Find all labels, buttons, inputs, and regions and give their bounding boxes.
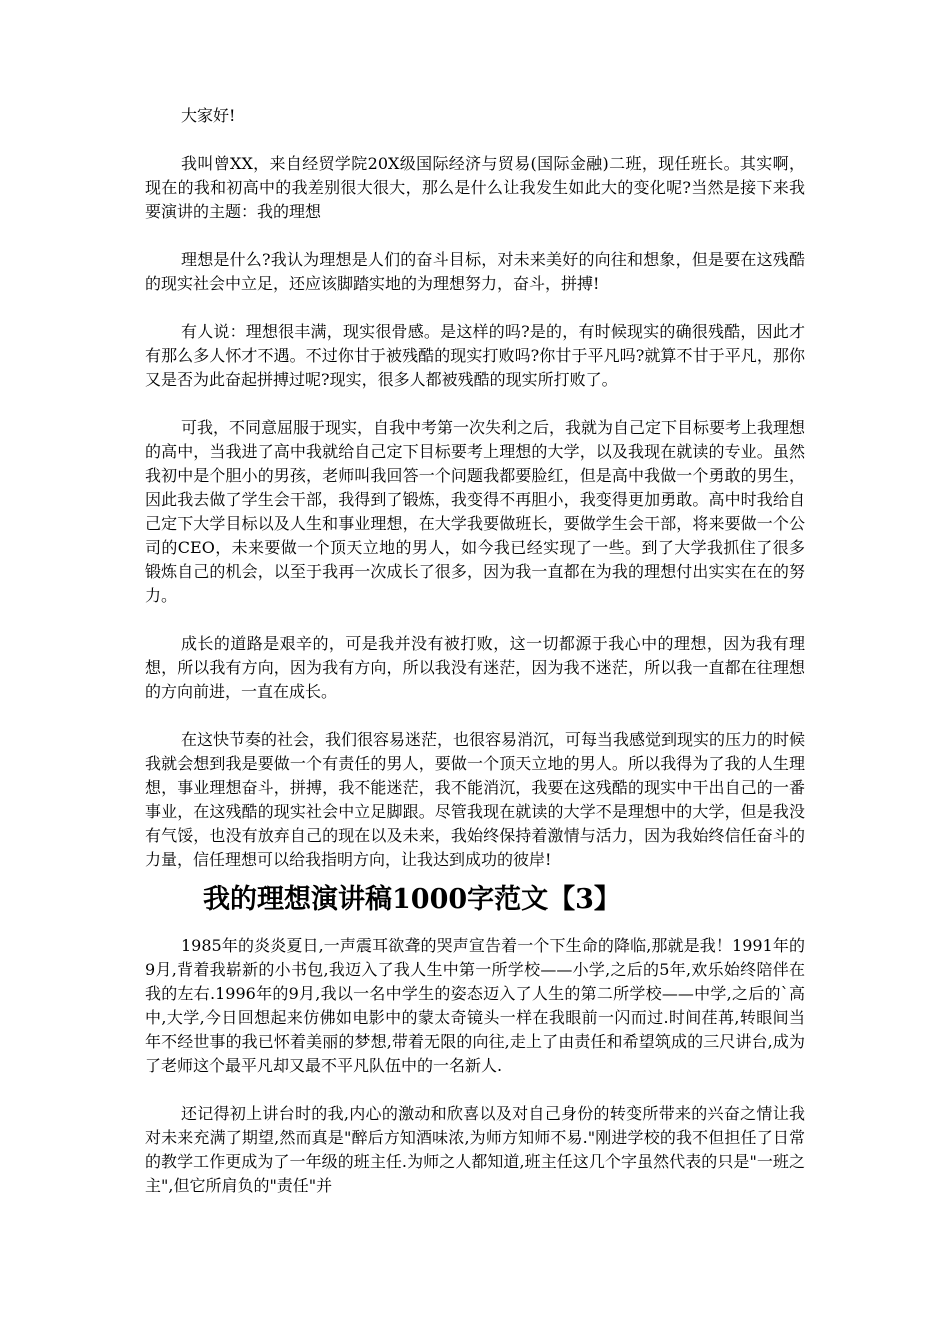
paragraph-what-is-ideal: 理想是什么?我认为理想是人们的奋斗目标，对未来美好的向往和想象，但是要在这残酷的现实社会中立足，还应该脚踏实地的为理想努力，奋斗，拼搏!	[145, 250, 805, 293]
paragraph-gap	[145, 392, 805, 416]
paragraph-gap	[145, 1078, 805, 1102]
paragraph-gap	[145, 128, 805, 152]
paragraph-gap	[145, 224, 805, 248]
paragraph-first-teaching: 还记得初上讲台时的我,内心的激动和欣喜以及对自己身份的转变所带来的兴奋之情让我对未来充满了期望,然而真是"醉后方知酒味浓,为师方知师不易."刚进学校的我不但担任了日常的教学工作更成为了一年级的班主任.为师之人都知道,班主任这几个字虽然代表的只是"一班之主",但它所肩负的"责任"并	[145, 1104, 805, 1195]
paragraph-introduction: 我叫曾XX，来自经贸学院20X级国际经济与贸易(国际金融)二班，现任班长。其实啊，现在的我和初高中的我差别很大很大，那么是什么让我发生如此大的变化呢?当然是接下来我要演讲的主题：我的理想	[145, 154, 805, 221]
paragraph-greeting: 大家好!	[181, 106, 236, 125]
paragraph-gap	[145, 296, 805, 320]
paragraph-gap	[145, 704, 805, 728]
paragraph-personal-story: 可我，不同意屈服于现实，自我中考第一次失利之后，我就为自己定下目标要考上我理想的高中，当我进了高中我就给自己定下目标要考上理想的大学，以及我现在就读的专业。虽然我初中是个胆小的男孩，老师叫我回答一个问题我都要脸红，但是高中我做一个勇敢的男生，因此我去做了学生会干部，我得到了锻炼，我变得不再胆小，我变得更加勇敢。高中时我给自己定下大学目标以及人生和事业理想，在大学我要做班长，要做学生会干部，将来要做一个公司的CEO，未来要做一个顶天立地的男人，如今我已经实现了一些。到了大学我抓住了很多锻炼自己的机会，以至于我再一次成长了很多，因为我一直都在为我的理想付出实实在在的努力。	[145, 418, 806, 605]
section-heading: 我的理想演讲稿1000字范文【3】	[203, 884, 621, 915]
paragraph-reality: 有人说：理想很丰满，现实很骨感。是这样的吗?是的，有时候现实的确很残酷，因此才有那么多人怀才不遇。不过你甘于被残酷的现实打败吗?你甘于平凡吗?就算不甘于平凡，那你又是否为此奋起拼搏过呢?现实，很多人都被残酷的现实所打败了。	[145, 322, 805, 389]
paragraph-growth: 成长的道路是艰辛的，可是我并没有被打败，这一切都源于我心中的理想，因为我有理想，所以我有方向，因为我有方向，所以我没有迷茫，因为我不迷茫，所以我一直都在往理想的方向前进，一直在成长。	[145, 634, 805, 701]
document-page	[145, 104, 805, 1198]
paragraph-life-story: 1985年的炎炎夏日,一声震耳欲聋的哭声宣告着一个下生命的降临,那就是我！1991年的9月,背着我崭新的小书包,我迈入了我人生中第一所学校——小学,之后的5年,欢乐始终陪伴在我的左右.1996年的9月,我以一名中学生的姿态迈入了人生的第二所学校——中学,之后的`高中,大学,今日回想起来仿佛如电影中的蒙太奇镜头一样在我眼前一闪而过.时间荏苒,转眼间当年不经世事的我已怀着美丽的梦想,带着无限的向往,走上了由责任和希望筑成的三尺讲台,成为了老师这个最平凡却又最不平凡队伍中的一名新人.	[145, 936, 805, 1075]
paragraph-conclusion: 在这快节奏的社会，我们很容易迷茫，也很容易消沉，可每当我感觉到现实的压力的时候我就会想到我是要做一个有责任的男人，要做一个顶天立地的男人。所以我得为了我的人生理想，事业理想奋斗，拼搏，我不能迷茫，我不能消沉，我要在这残酷的现实中干出自己的一番事业，在这残酷的现实社会中立足脚跟。尽管我现在就读的大学不是理想中的大学，但是我没有气馁，也没有放弃自己的现在以及未来，我始终保持着激情与活力，因为我始终信任奋斗的力量，信任理想可以给我指明方向，让我达到成功的彼岸!	[145, 730, 806, 869]
paragraph-gap	[145, 608, 805, 632]
